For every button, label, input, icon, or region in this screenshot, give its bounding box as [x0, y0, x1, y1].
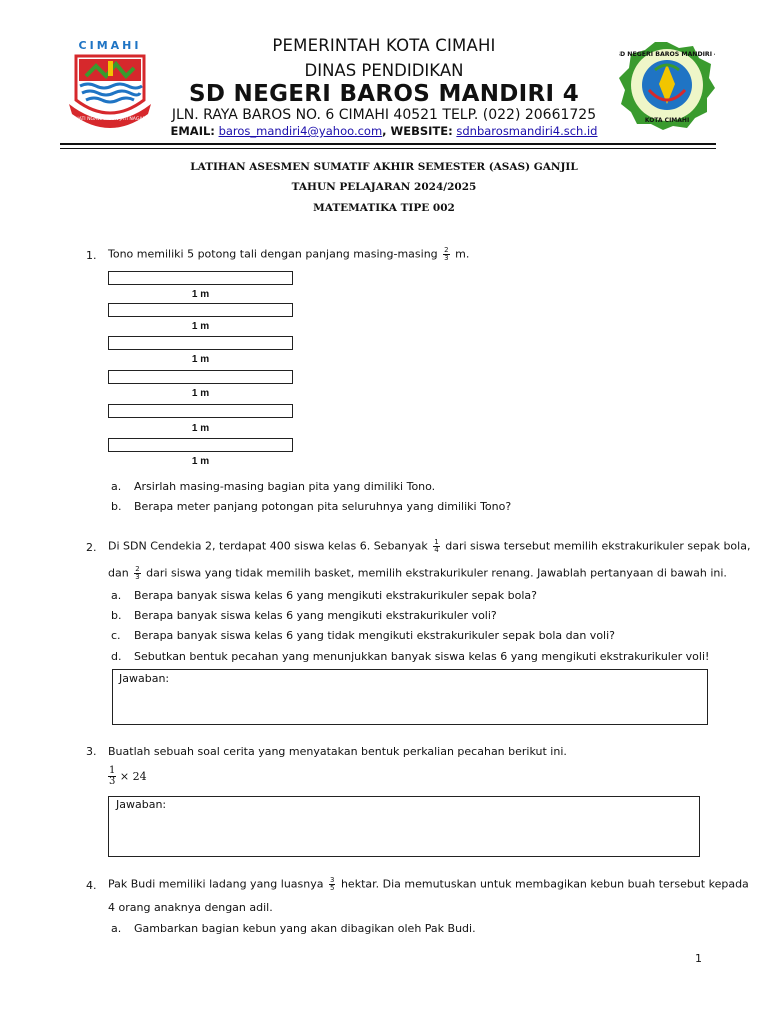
page-number: 1: [695, 952, 702, 965]
school-address: JLN. RAYA BAROS NO. 6 CIMAHI 40521 TELP. (022) 20661725: [171, 107, 597, 123]
q4-line2: 4 orang anaknya dengan adil.: [108, 901, 273, 914]
q2-line1-after: dari siswa tersebut memilih ekstrakurikuler sepak bola,: [445, 539, 751, 553]
q3-frac-num: 1: [109, 765, 116, 776]
q2c-text: Berapa banyak siswa kelas 6 yang tidak mengikuti ekstrakurikuler sepak bola dan voli?: [134, 629, 615, 642]
department-name: DINAS PENDIDIKAN: [304, 61, 464, 80]
exam-title: LATIHAN ASESMEN SUMATIF AKHIR SEMESTER (ASAS) GANJIL: [190, 161, 578, 173]
q2d-letter: d.: [111, 650, 122, 663]
q2-line1: [108, 539, 750, 554]
school-badge-icon: [619, 40, 715, 130]
q3-expression-rest: × 24: [119, 770, 147, 783]
q2-line2-before: dan: [108, 566, 129, 580]
website-label: , WEBSITE:: [382, 124, 453, 138]
q3-expression: [108, 766, 147, 787]
academic-year: TAHUN PELAJARAN 2024/2025: [291, 181, 477, 193]
ribbon-bar[interactable]: [108, 271, 293, 285]
q2-line1-before: Di SDN Cendekia 2, terdapat 400 siswa kelas 6. Sebanyak: [108, 539, 428, 553]
ribbon-bar-label: 1 m: [191, 423, 210, 434]
ribbon-bar[interactable]: [108, 336, 293, 350]
q4a-text: Gambarkan bagian kebun yang akan dibagikan oleh Pak Budi.: [134, 922, 476, 935]
q2-f1-den: 4: [434, 546, 439, 554]
q4-line1-after: hektar. Dia memutuskan untuk membagikan kebun buah tersebut kepada: [340, 877, 749, 891]
q4a-letter: a.: [111, 922, 122, 935]
left-logo-ribbon: SAJATI NGAWANGUN JATI NAGARA: [71, 117, 149, 122]
q2-f2-num: 2: [135, 565, 140, 573]
subject-type: MATEMATIKA TIPE 002: [313, 202, 455, 214]
q3-fraction: [108, 766, 116, 787]
q1-number: 1.: [86, 249, 97, 262]
q3-frac-den: 3: [109, 776, 116, 787]
email-link[interactable]: baros_mandiri4@yahoo.com: [218, 124, 383, 138]
q2d-text: Sebutkan bentuk pecahan yang menunjukkan banyak siswa kelas 6 yang mengikuti ekstrakurikuler voli!: [134, 650, 710, 663]
q2b-text: Berapa banyak siswa kelas 6 yang mengikuti ekstrakurikuler voli?: [134, 609, 497, 622]
q2a-letter: a.: [111, 589, 122, 602]
q1-fraction: [443, 247, 449, 262]
q2-answer-label: Jawaban:: [119, 672, 170, 685]
ribbon-bar-label: 1 m: [191, 289, 210, 300]
q2-fraction-2: [134, 566, 140, 581]
government-name: PEMERINTAH KOTA CIMAHI: [272, 36, 496, 55]
q1b-text: Berapa meter panjang potongan pita seluruhnya yang dimiliki Tono?: [134, 500, 512, 513]
right-logo-bottom: KOTA CIMAHI: [644, 117, 690, 124]
header-rule-thick: [60, 143, 716, 145]
ribbon-bar[interactable]: [108, 370, 293, 384]
q4-frac-num: 3: [329, 876, 335, 884]
email-label: EMAIL:: [170, 124, 215, 138]
q2-f1-num: 1: [434, 538, 439, 546]
ribbon-bar[interactable]: [108, 404, 293, 418]
q2c-letter: c.: [111, 629, 121, 642]
q4-number: 4.: [86, 879, 97, 892]
right-logo-title: SD NEGERI BAROS MANDIRI 4: [619, 51, 715, 58]
q2-line2-after: dari siswa yang tidak memilih basket, memilih ekstrakurikuler renang. Jawablah pertanyaan di bawah ini.: [146, 566, 727, 580]
q1-frac-den: 3: [444, 254, 449, 262]
header-rule-thin: [60, 148, 716, 149]
left-logo-title: CIMAHI: [78, 39, 142, 52]
q2b-letter: b.: [111, 609, 122, 622]
q1a-letter: a.: [111, 480, 122, 493]
q2-fraction-1: [433, 539, 439, 554]
ribbon-bar-label: 1 m: [191, 388, 210, 399]
ribbon-bar[interactable]: [108, 438, 293, 452]
q4-frac-den: 5: [329, 884, 335, 892]
q4-line1: [108, 877, 749, 892]
ribbon-bar-label: 1 m: [191, 321, 210, 332]
q2-answer-box[interactable]: [112, 669, 708, 725]
ribbon-bar-label: 1 m: [191, 354, 210, 365]
q1a-text: Arsirlah masing-masing bagian pita yang dimiliki Tono.: [134, 480, 436, 493]
q2-f2-den: 3: [135, 573, 140, 581]
right-logo: [619, 40, 715, 130]
q1-text: [108, 247, 469, 262]
q2-number: 2.: [86, 541, 97, 554]
q4-line1-before: Pak Budi memiliki ladang yang luasnya: [108, 877, 324, 891]
q3-answer-label: Jawaban:: [116, 798, 167, 811]
q4-fraction: [329, 877, 335, 892]
ribbon-bar-label: 1 m: [191, 456, 210, 467]
q1-frac-num: 2: [444, 246, 449, 254]
website-link[interactable]: sdnbarosmandiri4.sch.id: [456, 124, 598, 138]
q1-text-after: m.: [455, 247, 470, 261]
q1b-letter: b.: [111, 500, 122, 513]
q3-number: 3.: [86, 745, 97, 758]
q2-line2: [108, 566, 727, 581]
school-name: SD NEGERI BAROS MANDIRI 4: [188, 81, 580, 107]
q3-answer-box[interactable]: [108, 796, 700, 857]
ribbon-bar[interactable]: [108, 303, 293, 317]
q3-text: Buatlah sebuah soal cerita yang menyatakan bentuk perkalian pecahan berikut ini.: [108, 745, 567, 758]
q1-text-before: Tono memiliki 5 potong tali dengan panjang masing-masing: [108, 247, 438, 261]
q2a-text: Berapa banyak siswa kelas 6 yang mengikuti ekstrakurikuler sepak bola?: [134, 589, 537, 602]
